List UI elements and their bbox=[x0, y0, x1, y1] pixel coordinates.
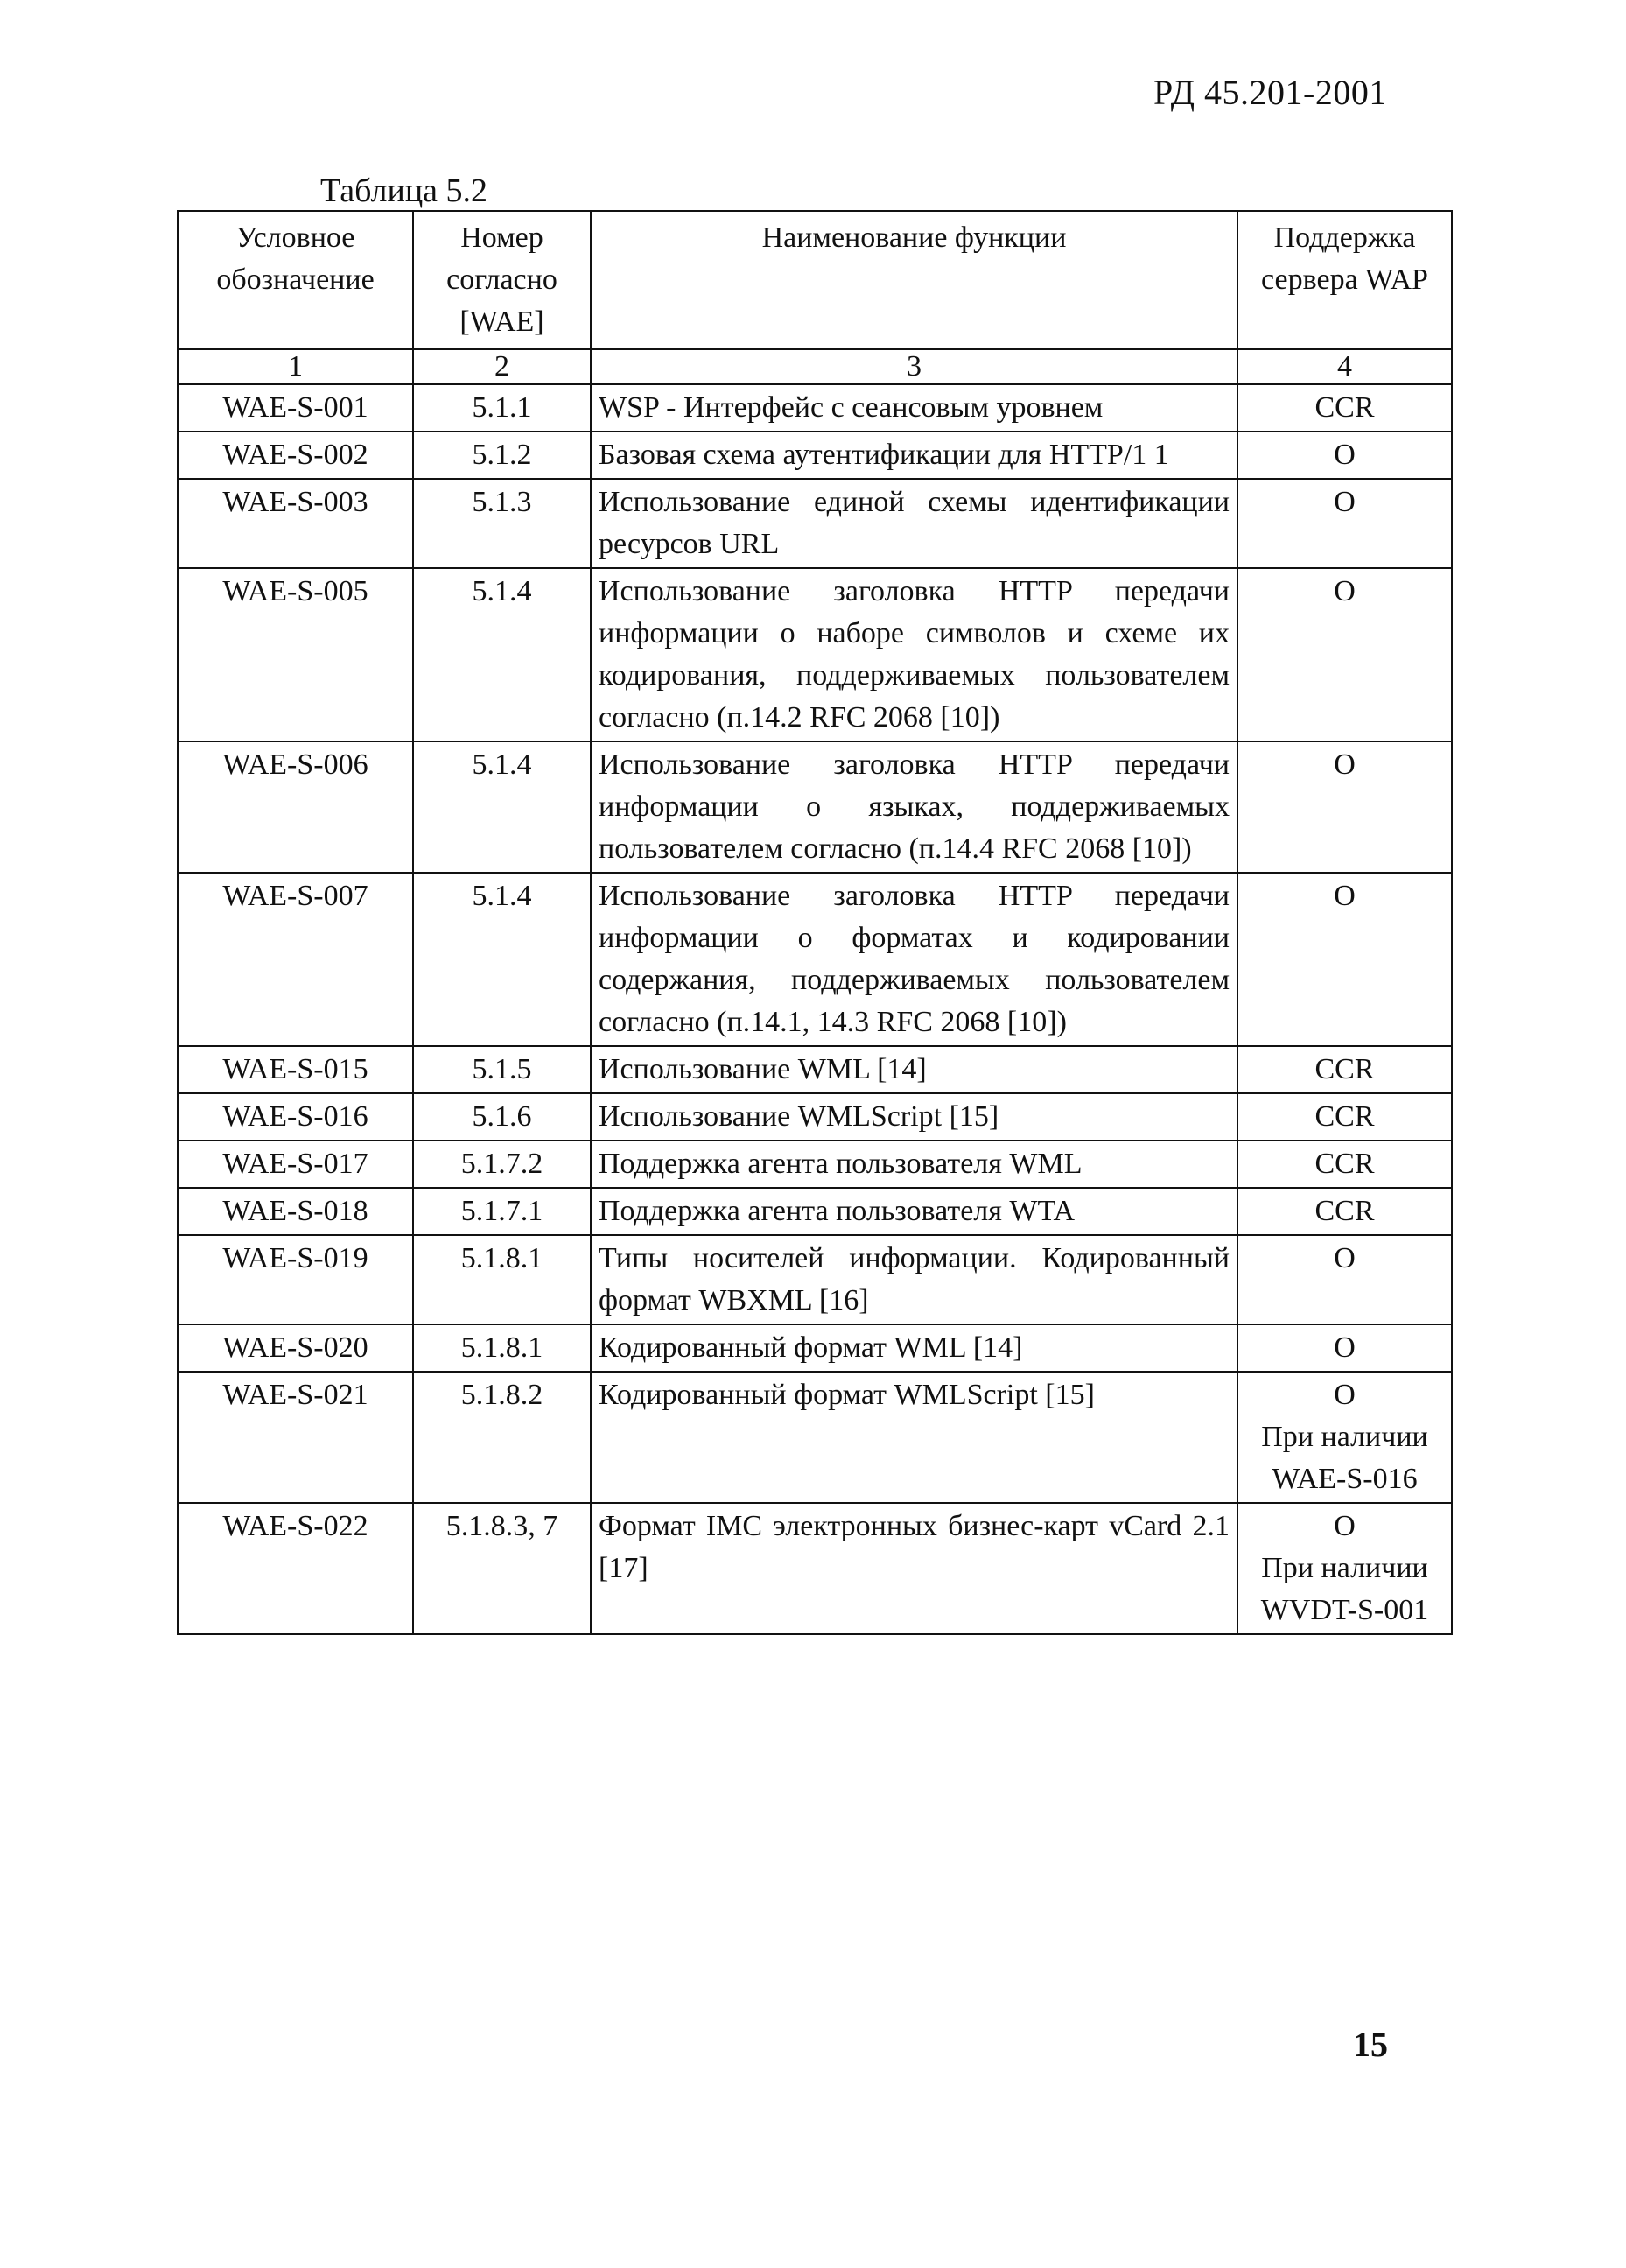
table-row bbox=[178, 432, 1452, 479]
table-body bbox=[178, 384, 1452, 1634]
cell-support bbox=[1237, 1503, 1452, 1634]
cell-code: WAE-S-001 bbox=[178, 384, 413, 432]
cell-function-name: Кодированный формат WMLScript [15] bbox=[591, 1372, 1237, 1503]
cell-number: 5.1.5 bbox=[413, 1046, 591, 1093]
cell-code: WAE-S-020 bbox=[178, 1324, 413, 1372]
support-value: O bbox=[1334, 748, 1356, 781]
page-number: 15 bbox=[1353, 2025, 1388, 2064]
header-name: Наименование функции bbox=[591, 211, 1237, 349]
cell-code: WAE-S-015 bbox=[178, 1046, 413, 1093]
column-number-row bbox=[178, 349, 1452, 384]
cell-code: WAE-S-021 bbox=[178, 1372, 413, 1503]
cell-code: WAE-S-018 bbox=[178, 1188, 413, 1235]
cell-support bbox=[1237, 568, 1452, 741]
document-code: РД 45.201-2001 bbox=[1153, 73, 1387, 112]
cell-function-name: WSP - Интерфейс с сеансовым уровнем bbox=[591, 384, 1237, 432]
cell-support bbox=[1237, 1093, 1452, 1141]
cell-support bbox=[1237, 873, 1452, 1046]
table-row bbox=[178, 479, 1452, 568]
functions-table bbox=[177, 210, 1453, 1635]
column-number: 2 bbox=[413, 349, 591, 384]
cell-function-name: Использование WMLScript [15] bbox=[591, 1093, 1237, 1141]
cell-function-name: Использование заголовка HTTP передачи информации о наборе символов и схеме их кодирования, поддерживаемых пользователем согласно (п.14.2 RFC 2068 [10]) bbox=[591, 568, 1237, 741]
cell-number: 5.1.3 bbox=[413, 479, 591, 568]
header-code: Условное обозначение bbox=[178, 211, 413, 349]
cell-function-name: Использование единой схемы идентификации ресурсов URL bbox=[591, 479, 1237, 568]
cell-function-name: Типы носителей информации. Кодированный формат WBXML [16] bbox=[591, 1235, 1237, 1324]
table-caption: Таблица 5.2 bbox=[320, 172, 488, 209]
cell-function-name: Поддержка агента пользователя WTA bbox=[591, 1188, 1237, 1235]
support-value: CCR bbox=[1314, 1148, 1375, 1180]
column-number: 3 bbox=[591, 349, 1237, 384]
column-number: 4 bbox=[1237, 349, 1452, 384]
cell-number: 5.1.8.1 bbox=[413, 1235, 591, 1324]
cell-support bbox=[1237, 432, 1452, 479]
cell-support bbox=[1237, 1046, 1452, 1093]
support-value: O bbox=[1334, 486, 1356, 518]
table-row bbox=[178, 384, 1452, 432]
table-row bbox=[178, 1093, 1452, 1141]
cell-number: 5.1.7.2 bbox=[413, 1141, 591, 1188]
support-value: CCR bbox=[1314, 391, 1375, 424]
cell-number: 5.1.8.3, 7 bbox=[413, 1503, 591, 1634]
cell-code: WAE-S-016 bbox=[178, 1093, 413, 1141]
cell-function-name: Кодированный формат WML [14] bbox=[591, 1324, 1237, 1372]
cell-function-name: Использование заголовка HTTP передачи информации о форматах и кодировании содержания, поддерживаемых пользователем согласно (п.14.1, 14.3 RFC 2068 [10]) bbox=[591, 873, 1237, 1046]
cell-support bbox=[1237, 1324, 1452, 1372]
cell-function-name: Использование заголовка HTTP передачи информации о языках, поддерживаемых пользователем согласно (п.14.4 RFC 2068 [10]) bbox=[591, 741, 1237, 873]
cell-support bbox=[1237, 1235, 1452, 1324]
cell-code: WAE-S-005 bbox=[178, 568, 413, 741]
cell-number: 5.1.4 bbox=[413, 568, 591, 741]
support-value: O bbox=[1334, 1379, 1356, 1411]
cell-number: 5.1.4 bbox=[413, 873, 591, 1046]
cell-function-name: Использование WML [14] bbox=[591, 1046, 1237, 1093]
support-value: При наличии bbox=[1261, 1421, 1428, 1453]
cell-number: 5.1.1 bbox=[413, 384, 591, 432]
cell-number: 5.1.8.2 bbox=[413, 1372, 591, 1503]
cell-support bbox=[1237, 1141, 1452, 1188]
cell-code: WAE-S-006 bbox=[178, 741, 413, 873]
support-value: CCR bbox=[1314, 1053, 1375, 1085]
table-row bbox=[178, 741, 1452, 873]
column-number: 1 bbox=[178, 349, 413, 384]
table-row bbox=[178, 1188, 1452, 1235]
support-value: O bbox=[1334, 880, 1356, 912]
cell-code: WAE-S-022 bbox=[178, 1503, 413, 1634]
table-row bbox=[178, 1046, 1452, 1093]
support-value: WVDT-S-001 bbox=[1260, 1594, 1429, 1626]
cell-function-name: Поддержка агента пользователя WML bbox=[591, 1141, 1237, 1188]
header-number: Номер согласно [WAE] bbox=[413, 211, 591, 349]
table-row bbox=[178, 873, 1452, 1046]
support-value: CCR bbox=[1314, 1195, 1375, 1227]
cell-support bbox=[1237, 479, 1452, 568]
table-row bbox=[178, 1235, 1452, 1324]
cell-code: WAE-S-002 bbox=[178, 432, 413, 479]
table-row bbox=[178, 1324, 1452, 1372]
cell-support bbox=[1237, 741, 1452, 873]
cell-function-name: Базовая схема аутентификации для HTTP/1 1 bbox=[591, 432, 1237, 479]
cell-support bbox=[1237, 1372, 1452, 1503]
support-value: O bbox=[1334, 575, 1356, 607]
table-row bbox=[178, 1372, 1452, 1503]
cell-number: 5.1.7.1 bbox=[413, 1188, 591, 1235]
support-value: O bbox=[1334, 439, 1356, 471]
table-row bbox=[178, 1141, 1452, 1188]
table-row bbox=[178, 568, 1452, 741]
cell-number: 5.1.2 bbox=[413, 432, 591, 479]
cell-support bbox=[1237, 384, 1452, 432]
cell-number: 5.1.8.1 bbox=[413, 1324, 591, 1372]
support-value: O bbox=[1334, 1331, 1356, 1364]
cell-function-name: Формат IMC электронных бизнес-карт vCard 2.1 [17] bbox=[591, 1503, 1237, 1634]
support-value: WAE-S-016 bbox=[1272, 1463, 1418, 1495]
header-support: Поддержка сервера WAP bbox=[1237, 211, 1452, 349]
cell-support bbox=[1237, 1188, 1452, 1235]
cell-code: WAE-S-017 bbox=[178, 1141, 413, 1188]
support-value: O bbox=[1334, 1242, 1356, 1274]
table-header-row bbox=[178, 211, 1452, 349]
support-value: O bbox=[1334, 1510, 1356, 1542]
cell-code: WAE-S-007 bbox=[178, 873, 413, 1046]
support-value: При наличии bbox=[1261, 1552, 1428, 1584]
cell-code: WAE-S-003 bbox=[178, 479, 413, 568]
support-value: CCR bbox=[1314, 1100, 1375, 1133]
cell-number: 5.1.4 bbox=[413, 741, 591, 873]
cell-code: WAE-S-019 bbox=[178, 1235, 413, 1324]
table-row bbox=[178, 1503, 1452, 1634]
cell-number: 5.1.6 bbox=[413, 1093, 591, 1141]
